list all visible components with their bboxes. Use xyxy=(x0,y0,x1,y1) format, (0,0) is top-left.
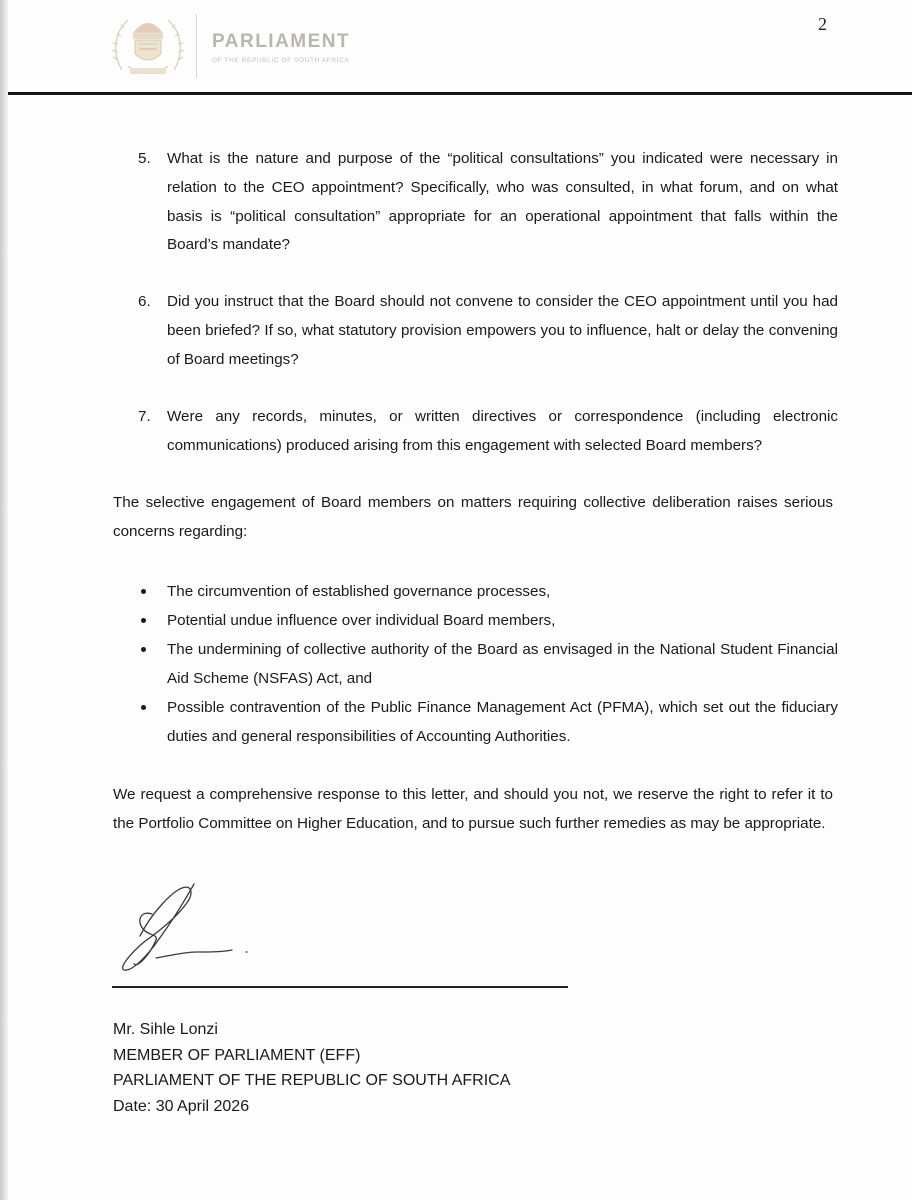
org-name: PARLIAMENT xyxy=(212,31,351,52)
list-item xyxy=(138,635,838,693)
question-text: Were any records, minutes, or written directives or correspondence (including electronic communications) produced arising from this engagement with selected Board members? xyxy=(167,408,838,454)
list-item xyxy=(138,693,838,751)
list-item xyxy=(138,577,838,606)
list-item xyxy=(138,606,838,635)
question-number: 5. xyxy=(138,150,151,167)
concern-text: Possible contravention of the Public Finance Management Act (PFMA), which set out the fiduciary duties and general responsibilities of Accounting Authorities. xyxy=(167,699,838,745)
closing-paragraph: We request a comprehensive response to this letter, and should you not, we reserve the right to refer it to the Portfolio Committee on Higher Education, and to pursue such further remedies as may be appropriate. xyxy=(113,786,833,832)
question-item xyxy=(138,288,838,374)
signatory-title: MEMBER OF PARLIAMENT (EFF) xyxy=(113,1046,361,1064)
page-number: 2 xyxy=(818,14,827,34)
signatory-name: Mr. Sihle Lonzi xyxy=(113,1021,218,1038)
signatory-institution: PARLIAMENT OF THE REPUBLIC OF SOUTH AFRICA xyxy=(113,1072,511,1090)
letter-date: Date: 30 April 2026 xyxy=(113,1097,250,1115)
bullet-icon xyxy=(141,618,146,623)
concern-text: The circumvention of established governance processes, xyxy=(167,583,551,600)
letterhead-divider xyxy=(196,14,197,78)
question-number: 7. xyxy=(138,408,151,425)
parliament-crest-icon xyxy=(108,10,188,82)
concerns-list xyxy=(138,577,838,751)
concern-text: The undermining of collective authority of the Board as envisaged in the National Student Financial Aid Scheme (NSFAS) Act, and xyxy=(167,641,838,687)
question-text: What is the nature and purpose of the “political consultations” you indicated were necessary in relation to the CEO appointment? Specifically, who was consulted, in what forum, and on what basis is “political consultation” appropriate for an operational appointment that falls within the Board’s mandate? xyxy=(167,150,838,254)
signature-line xyxy=(112,986,568,988)
bullet-icon xyxy=(141,647,146,652)
signature-block xyxy=(113,1017,510,1119)
letterhead xyxy=(0,0,912,96)
page-edge-shadow xyxy=(0,0,8,1200)
bullet-icon xyxy=(141,705,146,710)
concerns-intro: The selective engagement of Board members on matters requiring collective deliberation raises serious concerns regarding: xyxy=(113,494,833,540)
bullet-icon xyxy=(141,589,146,594)
handwritten-signature xyxy=(110,876,260,976)
question-text: Did you instruct that the Board should not convene to consider the CEO appointment until you had been briefed? If so, what statutory provision empowers you to influence, halt or delay the convening of Board meetings? xyxy=(167,293,838,368)
question-item xyxy=(138,403,838,461)
concern-text: Potential undue influence over individual Board members, xyxy=(167,612,556,629)
org-subtitle: OF THE REPUBLIC OF SOUTH AFRICA xyxy=(212,57,350,64)
question-item xyxy=(138,145,838,260)
question-number: 6. xyxy=(138,293,151,310)
header-rule xyxy=(8,92,912,95)
